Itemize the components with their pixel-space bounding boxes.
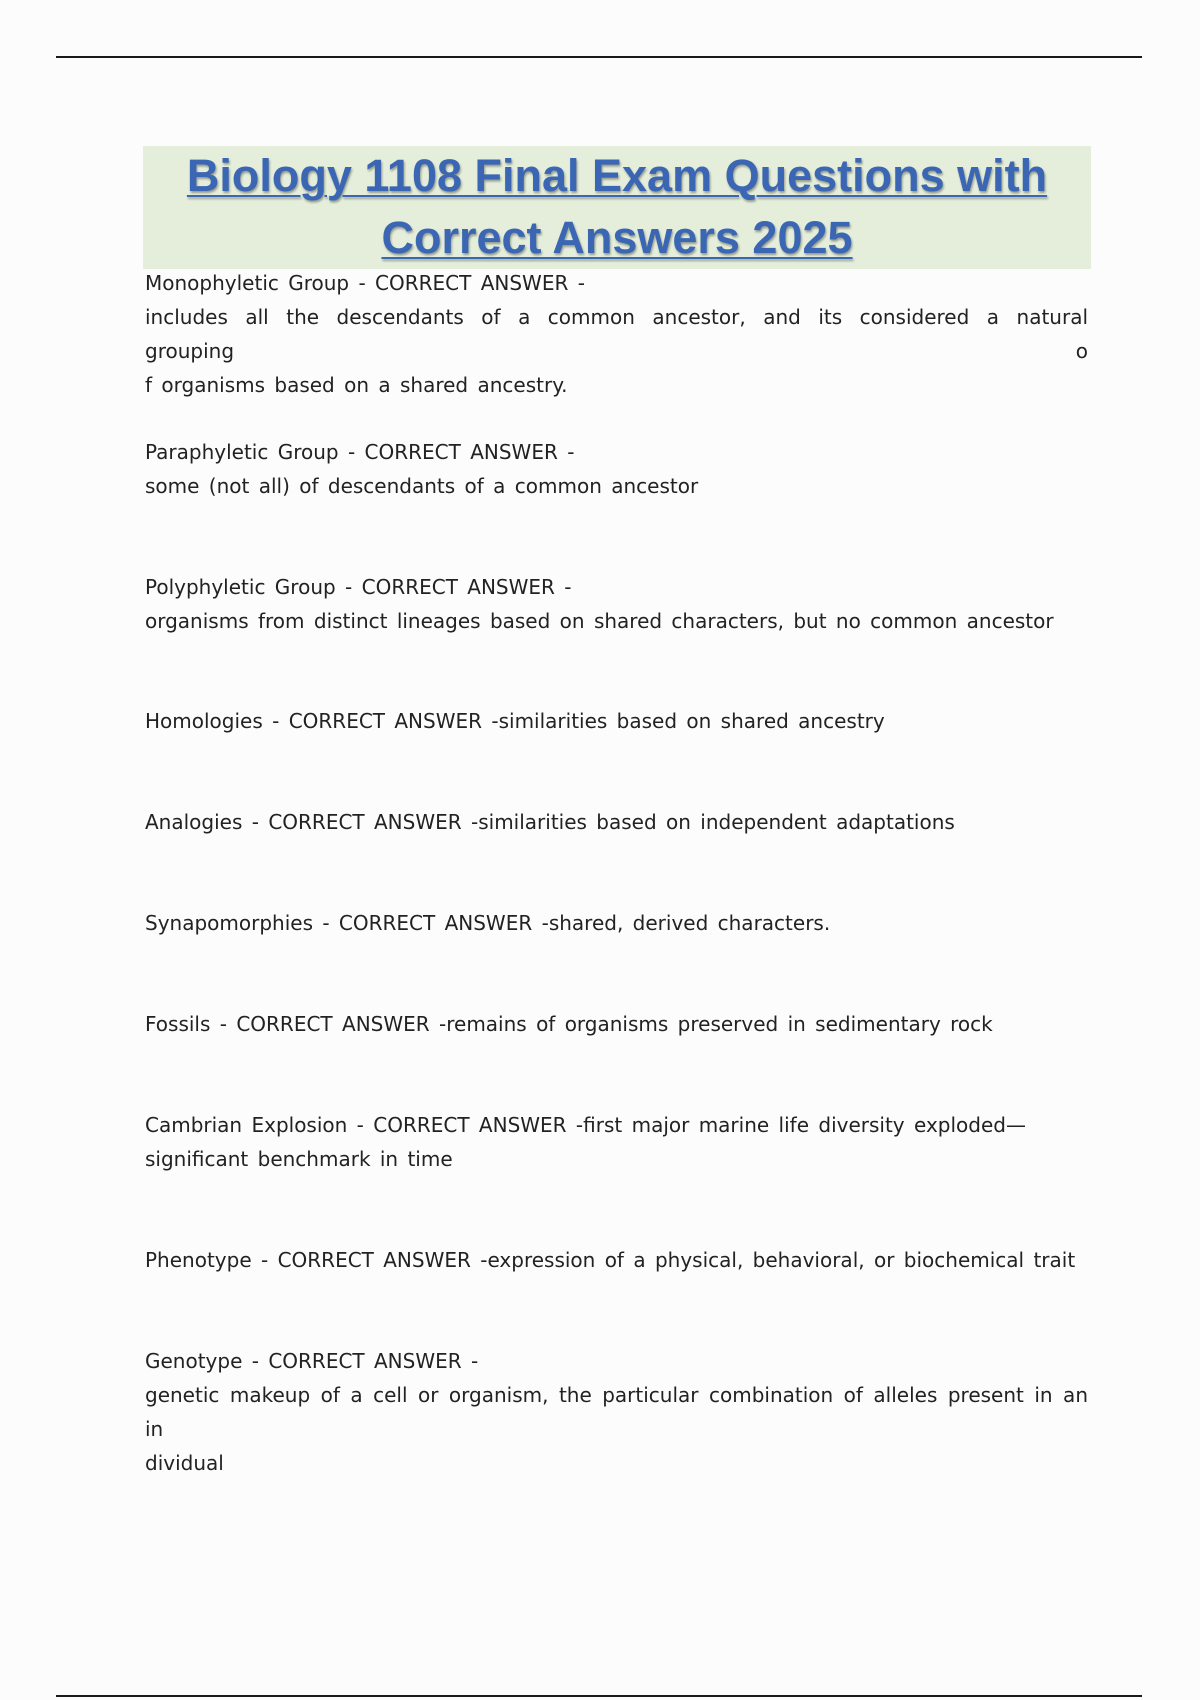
entry-question: Synapomorphies - CORRECT ANSWER -shared, derived characters. <box>145 911 831 935</box>
entry-answer-line: significant benchmark in time <box>145 1147 453 1171</box>
qa-entry-paraphyletic <box>145 435 1088 503</box>
entry-answer-line: some (not all) of descendants of a common ancestor <box>145 474 699 498</box>
document-title-line-2: Correct Answers 2025 <box>381 212 853 263</box>
bottom-rule <box>56 1695 1142 1697</box>
qa-entry-cambrian-explosion <box>145 1108 1088 1176</box>
title-banner <box>143 146 1091 269</box>
entry-question: Fossils - CORRECT ANSWER -remains of organisms preserved in sedimentary rock <box>145 1012 993 1036</box>
entry-question: Paraphyletic Group - CORRECT ANSWER - <box>145 440 575 464</box>
entry-question: Monophyletic Group - CORRECT ANSWER - <box>145 271 585 295</box>
qa-entry-fossils <box>145 1007 1088 1041</box>
qa-entry-analogies <box>145 805 1088 839</box>
qa-entry-homologies <box>145 704 1088 738</box>
entry-answer-line: f organisms based on a shared ancestry. <box>145 373 568 397</box>
qa-entry-genotype <box>145 1344 1088 1480</box>
qa-entry-phenotype <box>145 1243 1088 1277</box>
entry-question: Homologies - CORRECT ANSWER -similarities based on shared ancestry <box>145 709 885 733</box>
qa-entry-polyphyletic <box>145 570 1088 638</box>
entry-answer-line: genetic makeup of a cell or organism, the particular combination of alleles present in an in <box>145 1383 1088 1441</box>
entry-question: Phenotype - CORRECT ANSWER -expression of a physical, behavioral, or biochemical trait <box>145 1248 1076 1272</box>
entry-answer-line: dividual <box>145 1451 224 1475</box>
entry-question: Polyphyletic Group - CORRECT ANSWER - <box>145 575 572 599</box>
entry-answer-line: includes all the descendants of a common ancestor, and its considered a natural grouping o <box>145 305 1088 363</box>
entry-answer-line: organisms from distinct lineages based on shared characters, but no common ancestor <box>145 609 1054 633</box>
entry-question: Cambrian Explosion - CORRECT ANSWER -first major marine life diversity exploded— <box>145 1113 1026 1137</box>
document-title-line-1: Biology 1108 Final Exam Questions with <box>186 150 1048 201</box>
top-rule <box>56 56 1142 58</box>
entry-question: Genotype - CORRECT ANSWER - <box>145 1349 479 1373</box>
entry-question: Analogies - CORRECT ANSWER -similarities based on independent adaptations <box>145 810 955 834</box>
qa-entry-synapomorphies <box>145 906 1088 940</box>
qa-entry-monophyletic <box>145 266 1088 402</box>
